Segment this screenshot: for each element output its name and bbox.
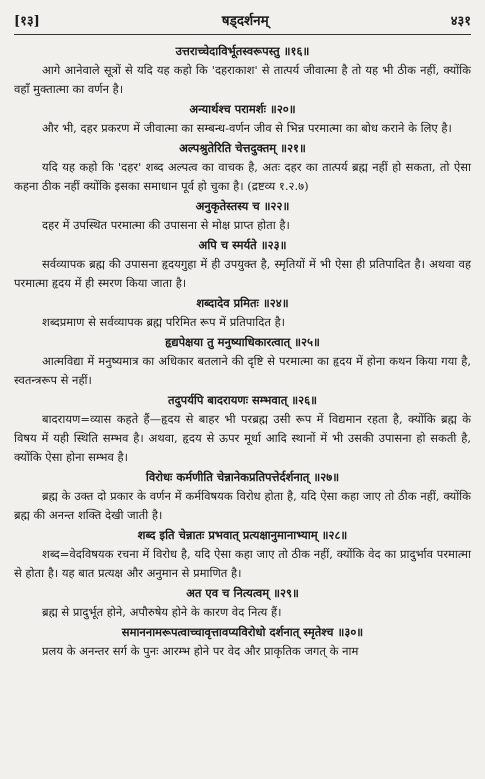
commentary-paragraph: ब्रह्म से प्रादुर्भूत होने, अपौरुषेय होने के कारण वेद नित्य हैं। bbox=[42, 605, 282, 619]
sutra-heading: समाननामरूपत्वाच्चावृत्तावप्यविरोधो दर्शनात् स्मृतेश्च ॥३०॥ bbox=[121, 625, 364, 639]
page-body bbox=[14, 43, 471, 661]
sutra-heading: तदुपर्यपि बादरायणः सम्भवात् ॥२६॥ bbox=[168, 393, 317, 407]
running-title: षड्दर्शनम् bbox=[221, 13, 269, 29]
sutra-heading: उत्तराच्चेदाविर्भूतस्वरूपस्तु ॥१६॥ bbox=[175, 44, 310, 58]
sutra-heading: अन्यार्थश्च परामर्शः ॥२०॥ bbox=[189, 102, 296, 116]
sutra-heading: अत एव च नित्यत्वम् ॥२९॥ bbox=[186, 586, 299, 600]
commentary-paragraph: और भी, दहर प्रकरण में जीवात्मा का सम्बन्ध-वर्णन जीव से भिन्न परमात्मा का बोध कराने के लिए है। bbox=[42, 121, 452, 135]
sutra-heading: विरोधः कर्मणीति चेन्नानेकप्रतिपत्तेर्दर्शनात् ॥२७॥ bbox=[145, 470, 340, 484]
sutra-heading: अपि च स्मर्यते ॥२३॥ bbox=[198, 238, 287, 252]
sutra-heading: अनुकृतेस्तस्य च ॥२२॥ bbox=[195, 199, 290, 213]
sutra-heading: हृद्यपेक्षया तु मनुष्याधिकारत्वात् ॥२५॥ bbox=[165, 335, 320, 349]
commentary-paragraph: आगे आनेवाले सूत्रों से यदि यह कहो कि 'दहराकाश' से तात्पर्य जीवात्मा है तो यह भी ठीक नहीं, क्योंकि वहाँ मुक्तात्मा का वर्णन है। bbox=[14, 63, 471, 96]
sutra-heading: शब्दादेव प्रमितः ॥२४॥ bbox=[196, 296, 289, 310]
page-header bbox=[14, 8, 471, 32]
chapter-marker: [१३] bbox=[14, 14, 40, 29]
commentary-paragraph: शब्दप्रमाण से सर्वव्यापक ब्रह्म परिमित रूप में प्रतिपादित है। bbox=[42, 315, 286, 329]
commentary-paragraph: यदि यह कहो कि 'दहर' शब्द अल्पत्व का वाचक है, अतः दहर का तात्पर्य ब्रह्म नहीं हो सकता, तो ऐसा कहना ठीक नहीं क्योंकि इसका समाधान पूर्व हो चुका है। (द्रष्टव्य १.२.७) bbox=[14, 160, 471, 193]
commentary-paragraph: शब्द=वेदविषयक रचना में विरोध है, यदि ऐसा कहा जाए तो ठीक नहीं, क्योंकि वेद का प्रादुर्भाव परमात्मा से होता है। यह बात प्रत्यक्ष और अनुमान से प्रमाणित है। bbox=[14, 547, 471, 580]
commentary-paragraph: बादरायण=व्यास कहते हैं—हृदय से बाहर भी परब्रह्म उसी रूप में विद्यमान रहता है, क्योंकि ब्रह्म के विषय में यही स्थिति सम्भव है। अथवा, हृदय से ऊपर मूर्धा आदि स्थानों में भी उसकी उपासना हो सकती है, क्योंकि ऐसा होना सम्भव है। bbox=[14, 412, 471, 464]
page-number: ४३१ bbox=[450, 14, 471, 29]
sutra-heading: अल्पश्रुतेरिति चेत्तदुक्तम् ॥२१॥ bbox=[179, 141, 306, 155]
commentary-paragraph: प्रलय के अनन्तर सर्ग के पुनः आरम्भ होने पर वेद और प्राकृतिक जगत् के नाम bbox=[42, 644, 359, 658]
commentary-paragraph: सर्वव्यापक ब्रह्म की उपासना हृदयगुहा में ही उपयुक्त है, स्मृतियों में भी ऐसा ही प्रतिपादित है। अथवा वह परमात्मा हृदय में ही स्मरण किया जाता है। bbox=[14, 257, 471, 290]
commentary-paragraph: आत्मविद्या में मनुष्यमात्र का अधिकार बतलाने की दृष्टि से परमात्मा का हृदय में होना कथन किया गया है, स्वतन्त्ररूप से नहीं। bbox=[14, 354, 471, 387]
sutra-heading: शब्द इति चेन्नातः प्रभवात् प्रत्यक्षानुमानाभ्याम् ॥२८॥ bbox=[137, 528, 348, 542]
header-rule bbox=[14, 34, 471, 35]
commentary-paragraph: ब्रह्म के उक्त दो प्रकार के वर्णन में कर्मविषयक विरोध होता है, यदि ऐसा कहा जाए तो ठीक नहीं, क्योंकि ब्रह्म की अनन्त शक्ति देखी जाती है। bbox=[14, 489, 471, 522]
commentary-paragraph: दहर में उपस्थित परमात्मा की उपासना से मोक्ष प्राप्त होता है। bbox=[42, 218, 290, 232]
